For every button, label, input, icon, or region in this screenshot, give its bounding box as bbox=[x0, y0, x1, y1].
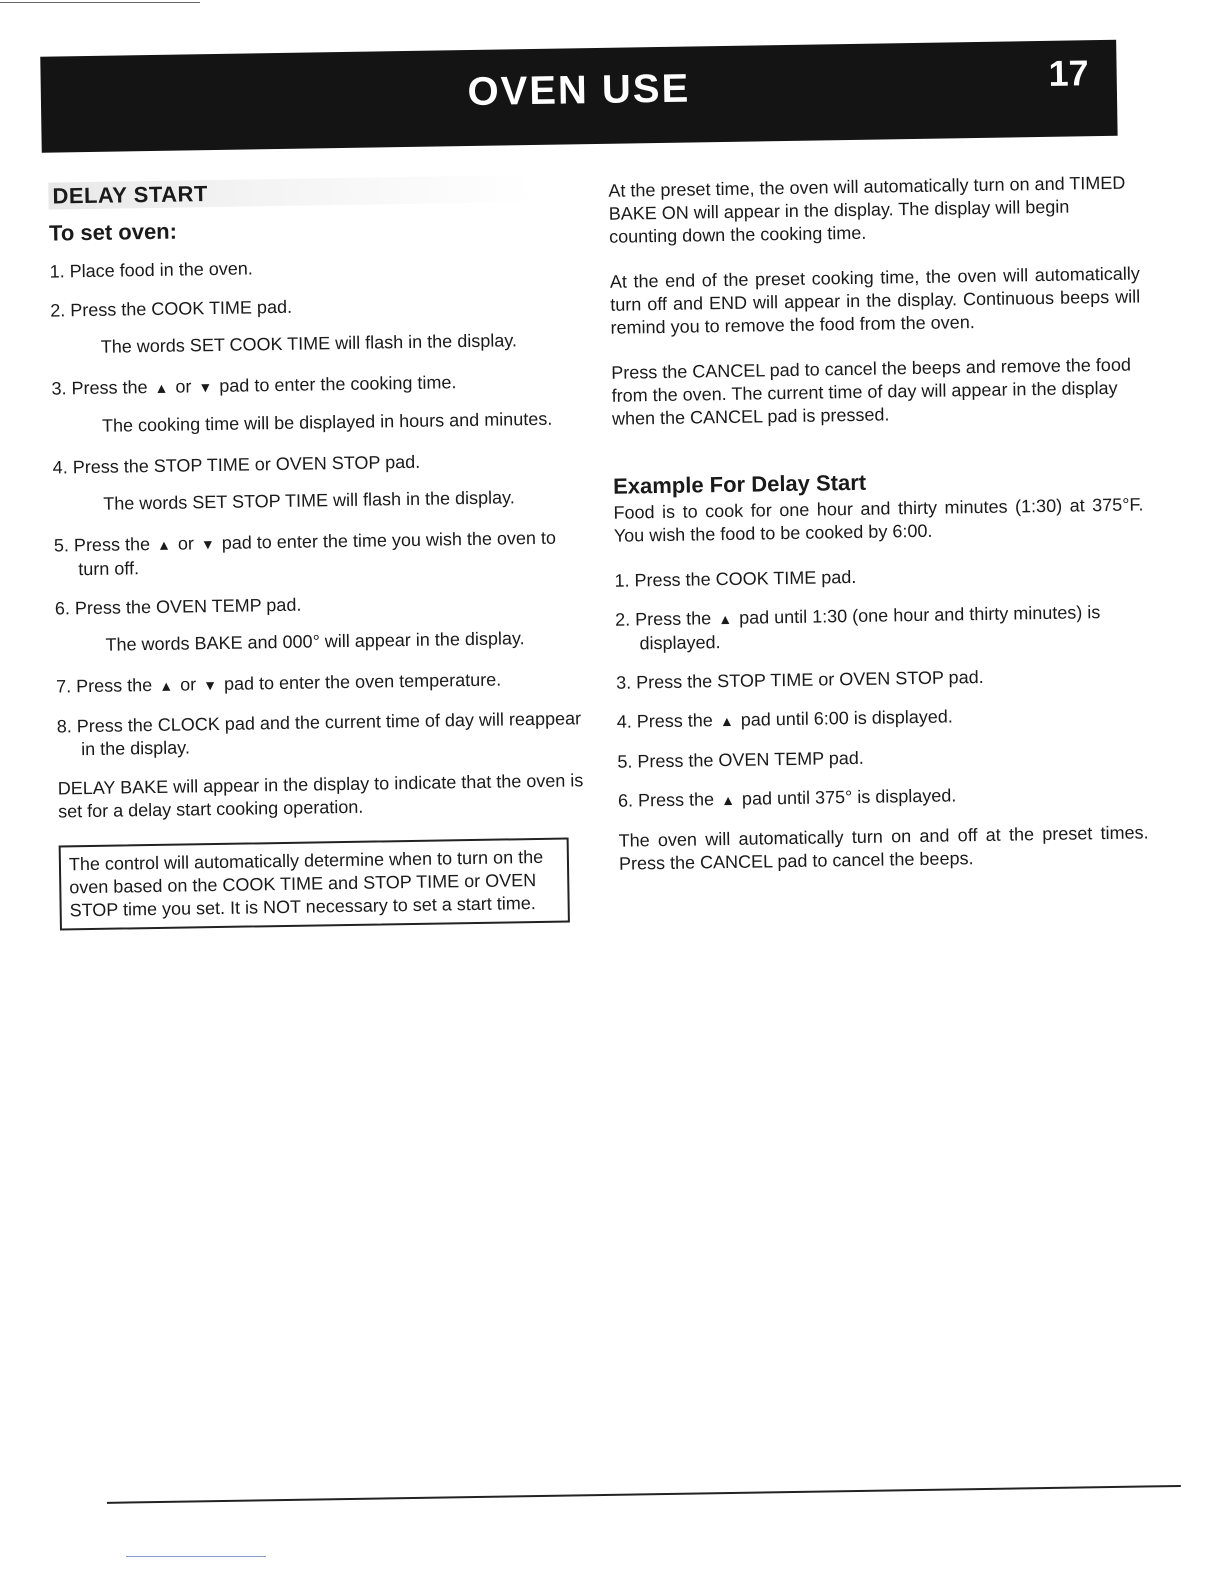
delay-bake-summary: DELAY BAKE will appear in the display to indicate that the oven is set for a delay start cooking operation. bbox=[57, 770, 584, 822]
step-text: Press the CLOCK pad and the current time of day will reappear in the display. bbox=[76, 708, 582, 760]
step-number: 6. bbox=[617, 790, 634, 811]
up-arrow-icon bbox=[152, 377, 170, 397]
step-item bbox=[617, 742, 1147, 773]
paragraph: Press the CANCEL pad to cancel the beeps and remove the food from the oven. The current time of day will appear in the display when the CANCEL pad is pressed. bbox=[611, 354, 1132, 429]
step-text-pre: Press the bbox=[637, 789, 715, 811]
page-number: 17 bbox=[1048, 52, 1089, 94]
header-bar bbox=[40, 40, 1117, 153]
down-arrow-icon bbox=[199, 533, 217, 553]
down-arrow-icon bbox=[201, 674, 219, 694]
step-text: Place food in the oven. bbox=[69, 258, 253, 282]
paragraph: At the end of the preset cooking time, the oven will automatically turn off and END will appear in the display. Continuous beeps will remind you to remove the food from the oven. bbox=[609, 263, 1141, 338]
up-arrow-icon bbox=[155, 534, 173, 554]
step-note: The cooking time will be displayed in hours and minutes. bbox=[101, 408, 553, 436]
step-number: 1. bbox=[49, 261, 65, 282]
left-column bbox=[48, 172, 588, 930]
tip-box: The control will automatically determine when to turn on the oven based on the COOK TIME and STOP TIME or OVEN STOP time you set. It is NOT necessary to set a start time. bbox=[59, 837, 570, 930]
step-number: 7. bbox=[55, 676, 72, 697]
example-intro: Food is to cook for one hour and thirty minutes (1:30) at 375°F. You wish the food to be cooked by 6:00. bbox=[613, 494, 1144, 546]
subsection-title: To set oven: bbox=[48, 218, 178, 246]
right-column bbox=[608, 163, 1149, 897]
step-text-pre: Press the bbox=[636, 710, 713, 732]
step-text: Press the COOK TIME pad. bbox=[70, 296, 293, 321]
step-item bbox=[51, 369, 579, 401]
footer-rule bbox=[107, 1485, 1181, 1504]
step-number: 4. bbox=[52, 457, 68, 478]
step-text-pre: Press the bbox=[73, 534, 151, 556]
step-text-post: pad to enter the cooking time. bbox=[219, 372, 457, 396]
step-item bbox=[50, 291, 578, 322]
up-arrow-icon bbox=[716, 608, 734, 628]
step-item bbox=[55, 589, 583, 620]
step-text-pre: Press the bbox=[71, 377, 148, 399]
paragraph: At the preset time, the oven will automatically turn on and TIMED BAKE ON will appear in the display. The display will begin counting down the cooking time. bbox=[608, 172, 1126, 247]
step-text: Press the COOK TIME pad. bbox=[634, 566, 857, 591]
step-number: 6. bbox=[54, 598, 71, 619]
step-text-mid: or bbox=[179, 674, 197, 695]
example-steps bbox=[614, 561, 1148, 813]
step-number: 3. bbox=[616, 672, 632, 693]
step-item bbox=[614, 561, 1144, 592]
step-text-mid: or bbox=[175, 376, 192, 397]
step-item bbox=[49, 252, 577, 283]
section-title: DELAY START bbox=[48, 175, 536, 210]
step-item bbox=[56, 667, 584, 699]
step-text-post: pad until 1:30 (one hour and thirty minutes) is displayed. bbox=[639, 602, 1101, 654]
step-number: 2. bbox=[50, 300, 66, 321]
step-text-post: pad to enter the oven temperature. bbox=[223, 669, 502, 694]
step-number: 1. bbox=[614, 570, 630, 591]
step-item bbox=[615, 600, 1146, 655]
step-item bbox=[616, 663, 1146, 694]
up-arrow-icon bbox=[718, 710, 736, 730]
step-item bbox=[617, 702, 1147, 734]
step-item bbox=[53, 448, 581, 479]
down-arrow-icon bbox=[196, 376, 214, 396]
step-text-post: pad until 375° is displayed. bbox=[741, 785, 957, 809]
step-number: 4. bbox=[616, 711, 632, 732]
step-text-post: pad until 6:00 is displayed. bbox=[740, 706, 954, 730]
step-item bbox=[57, 707, 586, 761]
step-text-pre: Press the bbox=[635, 608, 712, 630]
step-text: Press the OVEN TEMP pad. bbox=[74, 594, 302, 619]
step-note: The words SET COOK TIME will flash in the display. bbox=[100, 330, 518, 357]
step-number: 2. bbox=[615, 609, 631, 630]
step-note: The words BAKE and 000° will appear in the display. bbox=[105, 628, 525, 655]
step-text-pre: Press the bbox=[76, 675, 153, 697]
step-text: Press the STOP TIME or OVEN STOP pad. bbox=[72, 451, 421, 478]
step-number: 8. bbox=[56, 716, 72, 737]
step-text-mid: or bbox=[177, 533, 195, 554]
step-text: Press the STOP TIME or OVEN STOP pad. bbox=[636, 666, 984, 693]
page-title: OVEN USE bbox=[467, 66, 691, 114]
closing-paragraph: The oven will automatically turn on and off at the preset times. Press the CANCEL pad to cancel the beeps. bbox=[618, 822, 1149, 874]
scan-artifact-line bbox=[126, 1556, 266, 1557]
step-item bbox=[54, 526, 583, 581]
example-title: Example For Delay Start bbox=[612, 469, 867, 499]
scan-artifact-line bbox=[0, 2, 200, 3]
up-arrow-icon bbox=[157, 675, 175, 695]
step-number: 5. bbox=[53, 535, 70, 556]
step-number: 3. bbox=[51, 378, 67, 399]
step-note: The words SET STOP TIME will flash in the display. bbox=[103, 487, 515, 514]
step-number: 5. bbox=[617, 751, 633, 772]
up-arrow-icon bbox=[719, 789, 737, 809]
step-item bbox=[618, 781, 1148, 813]
step-text-post: pad to enter the time you wish the oven to turn off. bbox=[78, 527, 557, 580]
step-text: Press the OVEN TEMP pad. bbox=[637, 747, 864, 772]
instruction-steps bbox=[49, 252, 585, 761]
